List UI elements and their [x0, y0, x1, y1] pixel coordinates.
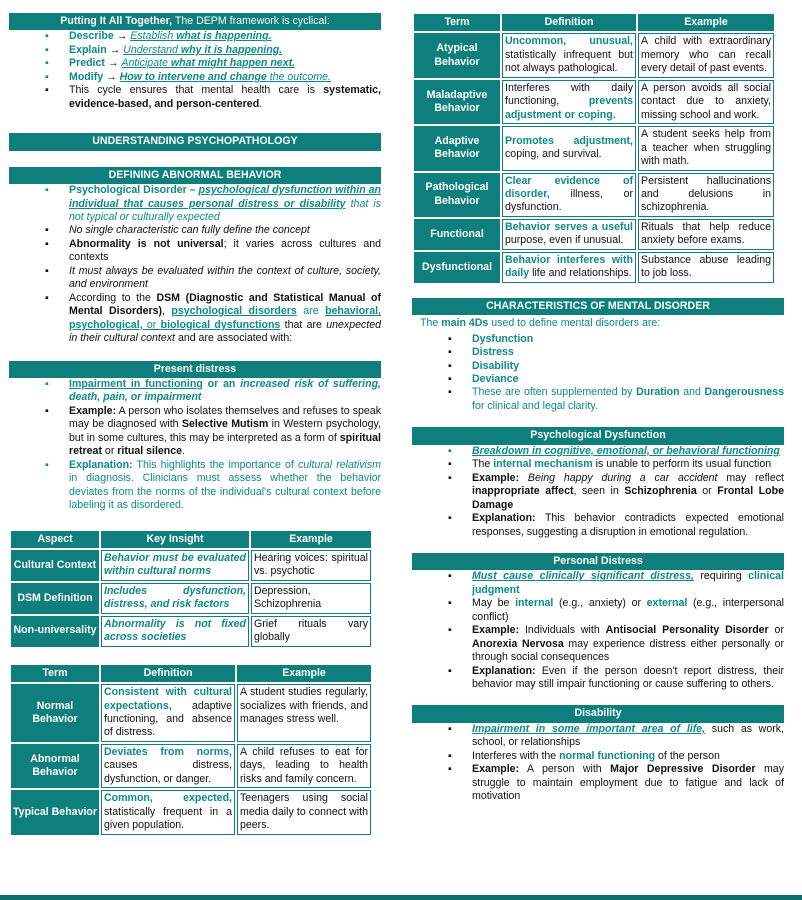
row-def: Abnormality is not fixed across societies — [101, 616, 249, 647]
row-term: Abnormal Behavior — [11, 744, 99, 788]
row-ex: Rituals that help reduce anxiety before exams. — [638, 219, 774, 250]
aspect-header-insight: Key Insight — [101, 531, 249, 548]
row-def: Behavior serves a useful purpose, even if unusual. — [502, 219, 636, 250]
abnormal-header: DEFINING ABNORMAL BEHAVIOR — [9, 167, 381, 184]
row-term: Atypical Behavior — [414, 33, 500, 77]
row-ex: Hearing voices: spiritual vs. psychotic — [251, 550, 371, 581]
psychopathology-header: UNDERSTANDING PSYCHOPATHOLOGY — [9, 133, 381, 150]
not-universal-item: ▪ Abnormality is not universal; it varies across cultures and contexts — [45, 237, 381, 264]
row-def: Uncommon, unusual, statistically infrequent but not always pathological. — [502, 33, 636, 77]
pers-item-1: ▪ Must cause clinically significant distress, requiring clinical judgment — [448, 570, 784, 596]
pers-item-3: ▪ Example: Individuals with Antisocial Personality Disorder or Anorexia Nervosa may experience distress either personally or through social consequences — [448, 624, 784, 664]
no-single-item: ▪ No single characteristic can fully define the concept — [45, 224, 310, 237]
personal-distress-list — [412, 570, 784, 691]
table-row — [414, 80, 774, 124]
always-eval-item: ▪ It must always be evaluated within the context of culture, society, and environment — [45, 264, 381, 291]
term-table-1 — [9, 663, 373, 837]
depm-item-modify: ▪ Modify → How to intervene and change the outcome. — [45, 70, 331, 83]
depm-item-explain: ▪ Explain → Understand why it is happening. — [45, 43, 283, 56]
pres-item-1: ▪ Impairment in functioning or an increased risk of suffering, death, pain, or impairment — [45, 377, 381, 404]
pdys-item-4: ▪ Explanation: This behavior contradicts expected emotional responses, suggesting a disruption in emotional regulation. — [448, 512, 784, 538]
four-d-list — [412, 333, 784, 414]
psych-dysfunction-header: Psychological Dysfunction — [412, 427, 784, 444]
disability-header: Disability — [412, 705, 784, 722]
abnormal-list — [9, 184, 381, 345]
row-term: Maladaptive Behavior — [414, 80, 500, 124]
depm-item-predict: ▪ Predict → Anticipate what might happen next. — [45, 57, 296, 70]
row-def: Promotes adjustment, coping, and survival. — [502, 126, 636, 170]
cycle-item: ▪ This cycle ensures that mental health care is systematic, evidence-based, and person-centered. — [45, 84, 381, 110]
table-row — [11, 583, 371, 614]
list-item: ▪ Dysfunction — [448, 332, 534, 345]
pd-item: ▪ Psychological Disorder – psychological dysfunction within an individual that causes personal distress or disability that is not typical or culturally expected — [45, 184, 381, 223]
aspect-header-example: Example — [251, 531, 371, 548]
row-def: Behavior interferes with daily life and relationships. — [502, 252, 636, 283]
pdys-item-1: ▪ Breakdown in cognitive, emotional, or behavioral functioning — [448, 444, 780, 457]
table-row — [414, 173, 774, 217]
row-term: Normal Behavior — [11, 684, 99, 742]
list-item: ▪ Deviance — [448, 372, 519, 385]
row-def: Common, expected, statistically frequent in a given population. — [101, 790, 235, 834]
table-row — [11, 744, 371, 788]
four-d-intro: The main 4Ds used to define mental disorders are: — [420, 317, 661, 330]
aspect-header-aspect: Aspect — [11, 531, 99, 548]
row-def: Clear evidence of disorder, illness, or dysfunction. — [502, 173, 636, 217]
present-distress-header: Present distress — [9, 361, 381, 378]
row-def: Deviates from norms, causes distress, dysfunction, or danger. — [101, 744, 235, 788]
pdys-item-3: ▪ Example: Being happy during a car accident may reflect inappropriate affect, seen in Schizophrenia or Frontal Lobe Damage — [448, 471, 784, 511]
characteristics-header: CHARACTERISTICS OF MENTAL DISORDER — [412, 298, 784, 315]
present-distress-list — [9, 378, 381, 513]
list-item: ▪ Disability — [448, 359, 520, 372]
pers-item-2: ▪ May be internal (e.g., anxiety) or external (e.g., interpersonal conflict) — [448, 597, 784, 623]
pdys-item-2: ▪ The internal mechanism is unable to perform its usual function — [448, 458, 772, 471]
left-column — [9, 0, 381, 837]
row-term: Pathological Behavior — [414, 173, 500, 217]
table-row — [414, 33, 774, 77]
row-ex: A student studies regularly, socializes with friends, and manages stress well. — [237, 684, 371, 742]
row-ex: Persistent hallucinations and delusions in schizophrenia. — [638, 173, 774, 217]
depm-list — [9, 30, 381, 111]
dis-item-2: ▪ Interferes with the normal functioning of the person — [448, 749, 720, 762]
aspect-table — [9, 529, 373, 649]
table-row — [11, 684, 371, 742]
row-def: Behavior must be evaluated within cultural norms — [101, 550, 249, 581]
table-row — [11, 550, 371, 581]
row-def: Includes dysfunction, distress, and risk factors — [101, 583, 249, 614]
row-term: Adaptive Behavior — [414, 126, 500, 170]
row-term: Functional — [414, 219, 500, 250]
pres-item-explanation: ▪ Explanation: This highlights the importance of cultural relativism in diagnosis. Clinicians must assess whether the behavior deviates from the norms of the individual's cultural context before labeling it as disordered. — [45, 458, 381, 512]
row-def: Interferes with daily functioning, prevents adjustment or coping. — [502, 80, 636, 124]
together-heading-rest: The DEPM framework is cyclical: — [172, 15, 330, 27]
bottom-border — [0, 895, 802, 900]
together-heading-bold: Putting It All Together, — [60, 15, 173, 27]
row-ex: Depression, Schizophrenia — [251, 583, 371, 614]
row-ex: Teenagers using social media daily to connect with peers. — [237, 790, 371, 834]
row-term: Dysfunctional — [414, 252, 500, 283]
together-header — [9, 13, 381, 30]
table-row — [11, 616, 371, 647]
row-ex: Grief rituals vary globally — [251, 616, 371, 647]
term1-header-example: Example — [237, 665, 371, 682]
supplement-item: ▪ These are often supplemented by Duration and Dangerousness for clinical and legal clarity. — [448, 386, 785, 412]
term1-header-term: Term — [11, 665, 99, 682]
row-term: Cultural Context — [11, 550, 99, 581]
term2-header-definition: Definition — [502, 14, 636, 31]
row-ex: A child refuses to eat for days, leading to health risks and family concern. — [237, 744, 371, 788]
term2-header-example: Example — [638, 14, 774, 31]
disability-list — [412, 723, 784, 804]
row-ex: A student seeks help from a teacher when struggling with math. — [638, 126, 774, 170]
dis-item-1: ▪ Impairment in some important area of life, such as work, school, or relationships — [448, 722, 784, 749]
term2-header-term: Term — [414, 14, 500, 31]
dis-item-3: ▪ Example: A person with Major Depressive Disorder may struggle to maintain employment due to fatigue and lack of motivation — [448, 763, 784, 803]
table-row — [414, 252, 774, 283]
list-item: ▪ Distress — [448, 346, 514, 359]
table-row — [11, 790, 371, 834]
dsm-item: ▪ According to the DSM (Diagnostic and Statistical Manual of Mental Disorders), psychological disorders are behavioral, psychological, or biological dysfunctions that are unexpected in their cultural context and are associated with: — [45, 291, 382, 345]
term-table-2 — [412, 12, 776, 285]
depm-item-describe: ▪ Describe → Establish what is happening. — [45, 30, 272, 43]
pers-item-4: ▪ Explanation: Even if the person doesn't report distress, their behavior may still impair functioning or cause suffering to others. — [448, 664, 784, 691]
personal-distress-header: Personal Distress — [412, 553, 784, 570]
term1-header-definition: Definition — [101, 665, 235, 682]
row-term: Non-universality — [11, 616, 99, 647]
row-term: Typical Behavior — [11, 790, 99, 834]
row-ex: Substance abuse leading to job loss. — [638, 252, 774, 283]
right-column — [412, 0, 784, 804]
psych-dysfunction-list — [412, 445, 784, 539]
row-ex: A person avoids all social contact due to anxiety, missing school and work. — [638, 80, 774, 124]
pres-item-example: ▪ Example: A person who isolates themselves and refuses to speak may be diagnosed with Selective Mutism in Western psychology, but in some cultures, this may be interpreted as a form of spiritual retreat or ritual silence. — [45, 404, 381, 458]
row-term: DSM Definition — [11, 583, 99, 614]
table-row — [414, 126, 774, 170]
row-ex: A child with extraordinary memory who can recall every detail of past events. — [638, 33, 774, 77]
table-row — [414, 219, 774, 250]
row-def: Consistent with cultural expectations, adaptive functioning, and absence of distress. — [101, 684, 235, 742]
